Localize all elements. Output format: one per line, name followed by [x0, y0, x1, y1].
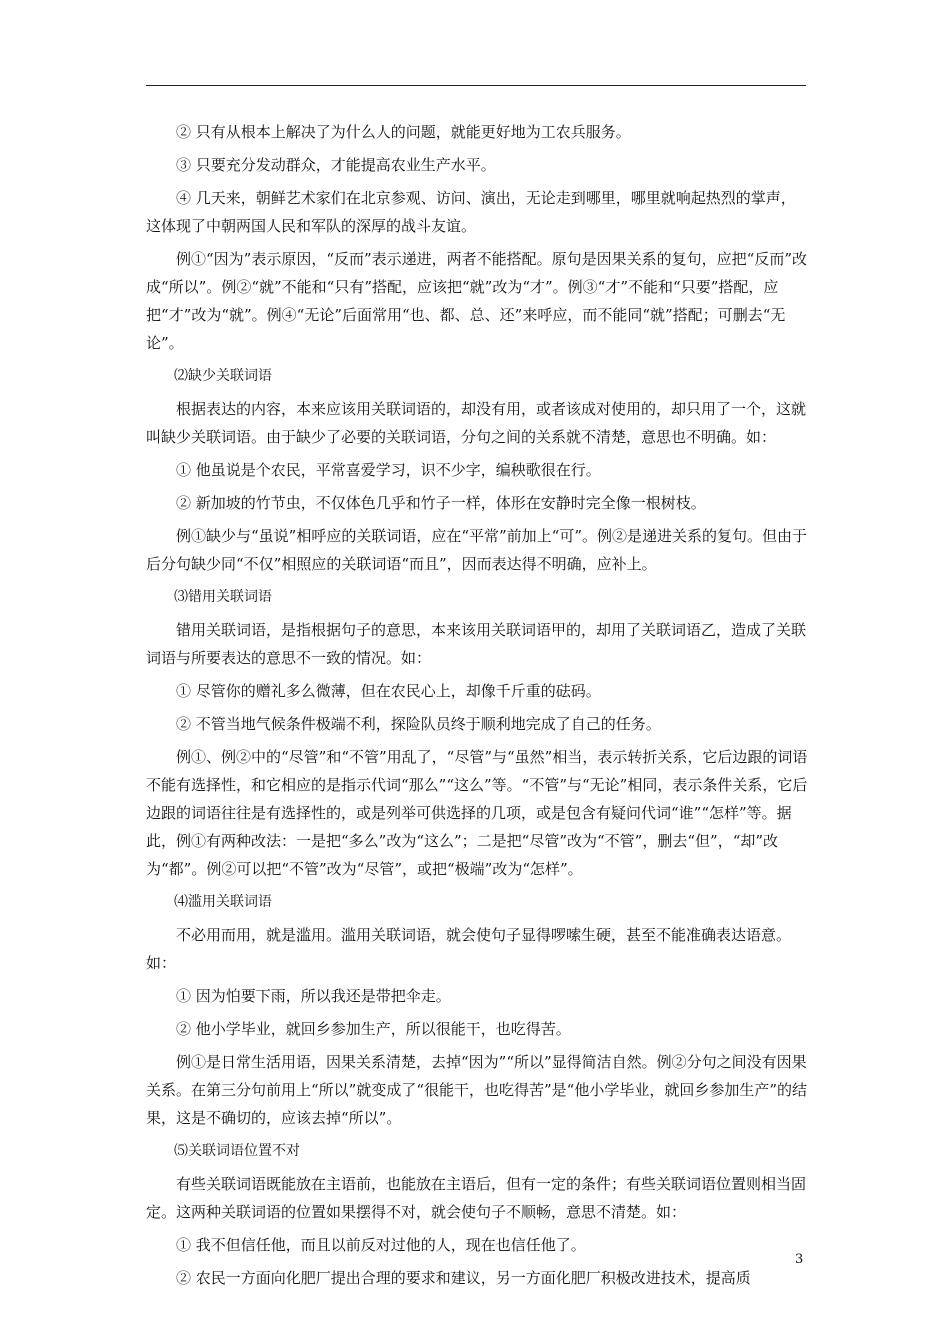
example-sentence: ② 他小学毕业，就回乡参加生产，所以很能干，也吃得苦。: [176, 1020, 571, 1038]
example-sentence: ② 新加坡的竹节虫，不仅体色几乎和竹子一样，体形在安静时完全像一根树枝。: [176, 494, 706, 512]
page-number: 3: [795, 1252, 804, 1267]
example-sentence: ② 不管当地气候条件极端不利，探险队员终于顺利地完成了自己的任务。: [176, 715, 661, 733]
example-sentence: ② 只有从根本上解决了为什么人的问题，就能更好地为工农兵服务。: [176, 123, 631, 141]
example-sentence: ① 因为怕要下雨，所以我还是带把伞走。: [176, 987, 451, 1005]
example-sentence: ① 尽管你的赠礼多么微薄，但在农民心上，却像千斤重的砝码。: [176, 682, 601, 700]
example-sentence: ② 农民一方面向化肥厂提出合理的要求和建议，另一方面化肥厂积极改进技术，提高质: [176, 1269, 751, 1287]
explanation-paragraph: 例①、例②中的“尽管”和“不管”用乱了，“尽管”与“虽然”相当，表示转折关系，它后边跟的词语不能有选择性，和它相应的是指示代词“那么”“这么”等。“不管”与“无论”相同，表示条件关系，它后边跟的词语往往是有选择性的，或是列举可供选择的几项，或是包含有疑问代词“谁”“怎样”等。据此，例①有两种改法：一是把“多么”改为“这么”；二是把“尽管”改为“不管”，删去“但”，“却”改为“都”。例②可以把“不管”改为“尽管”，或把“极端”改为“怎样”。: [146, 748, 808, 878]
explanation-paragraph: 例①缺少与“虽说”相呼应的关联词语，应在“平常”前加上“可”。例②是递进关系的复句。但由于后分句缺少同“不仅”相照应的关联词语“而且”，因而表达得不明确，应补上。: [146, 527, 808, 573]
body-paragraph: 根据表达的内容，本来应该用关联词语的，却没有用，或者该成对使用的，却只用了一个，这就叫缺少关联词语。由于缺少了必要的关联词语，分句之间的关系就不清楚，意思也不明确。如：: [146, 400, 807, 446]
section-heading: ⑵缺少关联词语: [174, 368, 272, 384]
section-heading: ⑷滥用关联词语: [174, 894, 272, 910]
example-sentence: ③ 只要充分发动群众，才能提高农业生产水平。: [176, 156, 496, 174]
example-sentence: ① 他虽说是个农民，平常喜爱学习，识不少字，编秧歌很在行。: [176, 461, 601, 479]
body-paragraph: 错用关联词语，是指根据句子的意思，本来该用关联词语甲的，却用了关联词语乙，造成了关联词语与所要表达的意思不一致的情况。如：: [146, 621, 807, 667]
example-sentence: ① 我不但信任他，而且以前反对过他的人，现在也信任他了。: [176, 1236, 586, 1254]
explanation-paragraph: 例①是日常生活用语，因果关系清楚，去掉“因为”“所以”显得简洁自然。例②分句之间没有因果关系。在第三分句前用上“所以”就变成了“很能干，也吃得苦”是“他小学毕业，就回乡参加生产”的结果，这是不确切的，应该去掉“所以”。: [146, 1053, 808, 1127]
section-heading: ⑸关联词语位置不对: [174, 1143, 300, 1159]
section-heading: ⑶错用关联词语: [174, 589, 272, 605]
header-rule: [146, 85, 806, 86]
body-paragraph: 有些关联词语既能放在主语前，也能放在主语后，但有一定的条件；有些关联词语位置则相当固定。这两种关联词语的位置如果摆得不对，就会使句子不顺畅，意思不清楚。如：: [146, 1175, 807, 1221]
example-sentence: ④ 几天来，朝鲜艺术家们在北京参观、访问、演出，无论走到哪里，哪里就响起热烈的掌声，这体现了中朝两国人民和军队的深厚的战斗友谊。: [146, 189, 796, 235]
explanation-paragraph: 例①“因为”表示原因，“反而”表示递进，两者不能搭配。原句是因果关系的复句，应把“反而”改成“所以”。例②“就”不能和“只有”搭配，应该把“就”改为“才”。例③“才”不能和“只要”搭配，应把“才”改为“就”。例④“无论”后面常用“也、都、总、还”来呼应，而不能同“就”搭配；可删去“无论”。: [146, 250, 808, 352]
document-body: [146, 118, 808, 1297]
body-paragraph: 不必用而用，就是滥用。滥用关联词语，就会使句子显得啰嗦生硬，甚至不能准确表达语意。如：: [146, 926, 792, 972]
